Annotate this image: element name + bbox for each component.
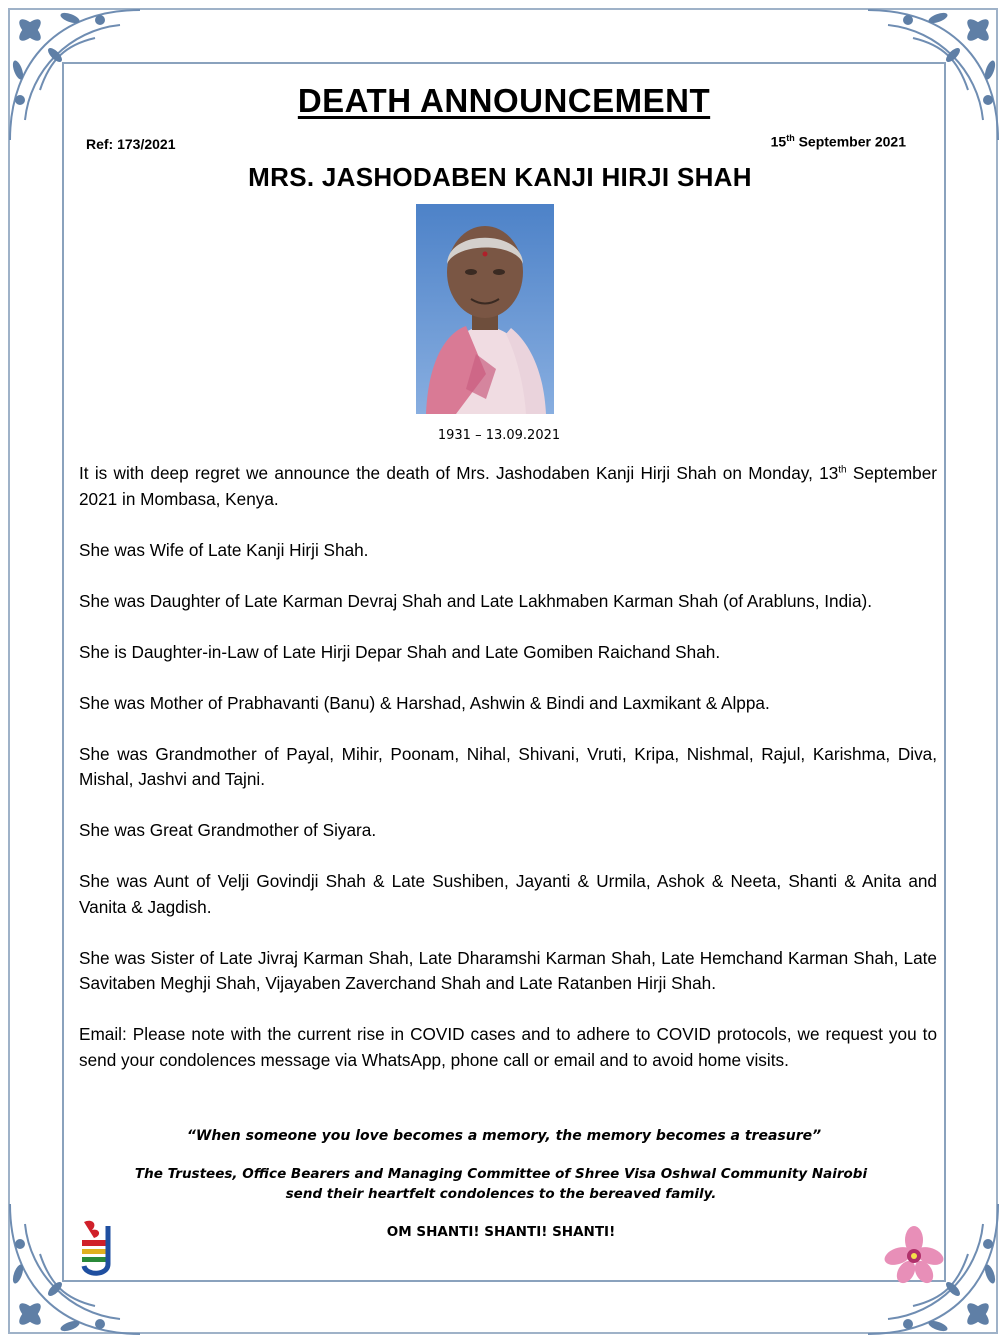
page-title: DEATH ANNOUNCEMENT [297, 82, 711, 119]
condolence-message [0, 1164, 1002, 1204]
portrait-photo [416, 204, 554, 414]
paragraph-text: September 2021 in Mombasa, Kenya. [79, 463, 937, 509]
condolence-line-2: send their heartfelt condolences to the bereaved family. [285, 1186, 717, 1202]
paragraph-text: It is with deep regret we announce the death of Mrs. Jashodaben Kanji Hirji Shah on Monday, 13 [79, 463, 839, 483]
deceased-name: MRS. JASHODABEN KANJI HIRJI SHAH [248, 162, 752, 192]
paragraph-grandmother: She was Grandmother of Payal, Mihir, Poonam, Nihal, Shivani, Vruti, Kripa, Nishmal, Rajul, Karishma, Diva, Mishal, Jashvi and Tajni. [79, 743, 937, 789]
paragraph-daughter-in-law: She is Daughter-in-Law of Late Hirji Depar Shah and Late Gomiben Raichand Shah. [79, 641, 721, 662]
community-logo-icon [78, 1218, 118, 1278]
paragraph-death-notice [79, 461, 937, 512]
paragraph-great-grandmother: She was Great Grandmother of Siyara. [79, 820, 377, 840]
paragraph-email-notice: Email: Please note with the current rise in COVID cases and to adhere to COVID protocols, we request you to send your condolences message via WhatsApp, phone call or email and to avoid home visits. [79, 1024, 937, 1070]
announcement-date [771, 133, 906, 150]
paragraph-mother: She was Mother of Prabhavanti (Banu) & Harshad, Ashwin & Bindi and Laxmikant & Alppa. [79, 692, 770, 713]
paragraph-wife: She was Wife of Late Kanji Hirji Shah. [79, 539, 369, 560]
date-month-year: September 2021 [794, 133, 906, 150]
paragraph-daughter: She was Daughter of Late Karman Devraj Shah and Late Lakhmaben Karman Shah (of Arabluns, India). [79, 590, 873, 611]
ordinal-suffix: th [838, 464, 847, 476]
date-suffix: th [786, 133, 795, 143]
paragraph-aunt: She was Aunt of Velji Govindji Shah & Late Sushiben, Jayanti & Urmila, Ashok & Neeta, Shanti & Anita and Vanita & Jagdish. [79, 871, 937, 917]
life-years: 1931 – 13.09.2021 [437, 428, 561, 443]
announcement-body [79, 461, 937, 1099]
floral-corner-icon [858, 0, 1008, 150]
condolence-line-1: The Trustees, Office Bearers and Managing Committee of Shree Visa Oshwal Community Nairobi [134, 1166, 868, 1182]
memorial-quote: “When someone you love becomes a memory, the memory becomes a treasure” [186, 1128, 822, 1144]
floral-corner-icon [0, 0, 150, 150]
reference-number: Ref: 173/2021 [86, 136, 176, 152]
orchid-flower-icon [884, 1226, 944, 1284]
floral-corner-icon [0, 1194, 150, 1344]
om-shanti-text: OM SHANTI! SHANTI! SHANTI! [386, 1224, 616, 1240]
paragraph-sister: She was Sister of Late Jivraj Karman Shah, Late Dharamshi Karman Shah, Late Hemchand Karman Shah, Late Savitaben Meghji Shah, Vijayaben Zaverchand Shah and Late Ratanben Hirji Shah. [79, 947, 937, 993]
date-day: 15 [770, 133, 787, 150]
